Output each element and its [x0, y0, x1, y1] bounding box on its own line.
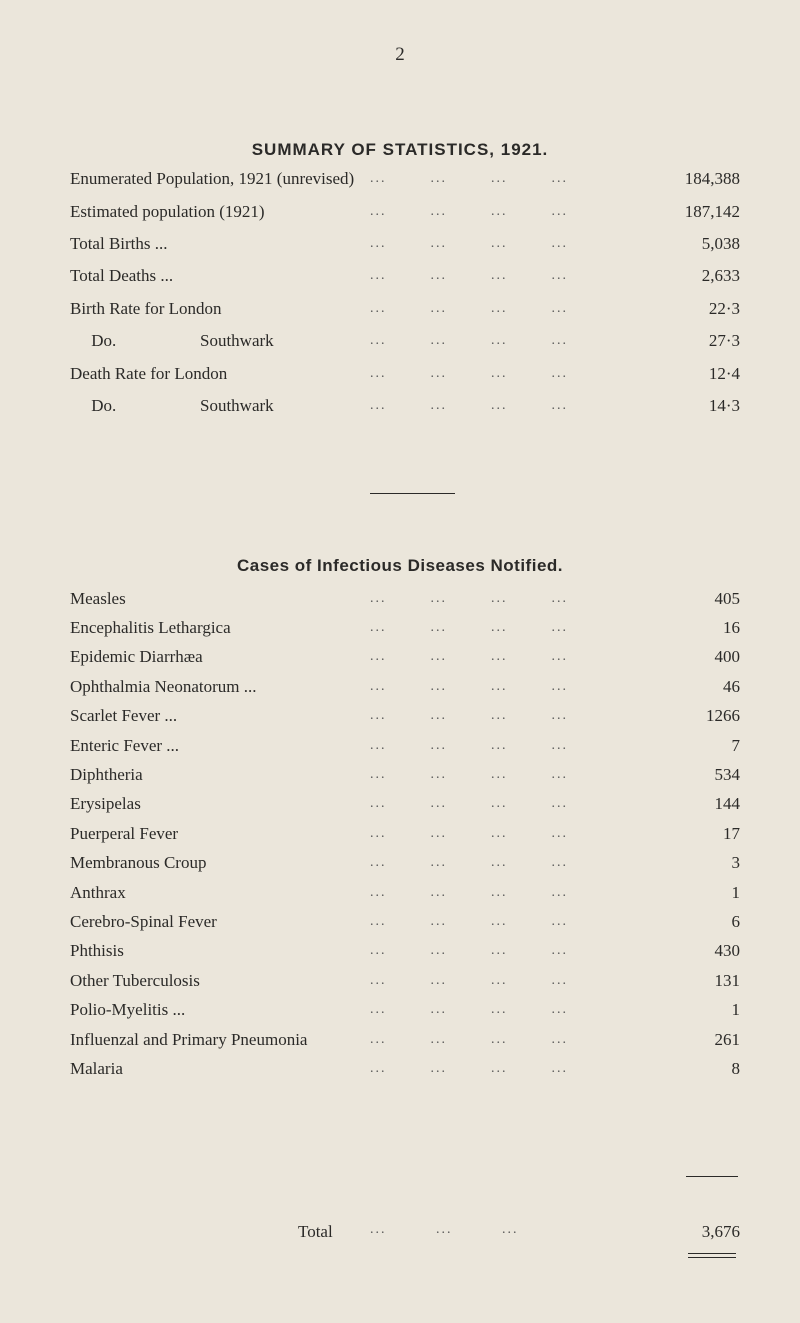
total-double-rule	[688, 1253, 736, 1258]
row-label: Polio-Myelitis ...	[70, 1000, 186, 1020]
row-value: 430	[714, 941, 740, 961]
summary-table	[70, 163, 740, 422]
leader-dots: ... ... ... ...	[370, 365, 568, 381]
table-row	[70, 260, 740, 292]
table-row	[70, 966, 740, 995]
total-label: Total	[298, 1222, 333, 1241]
table-row	[70, 672, 740, 701]
row-value: 6	[731, 911, 740, 931]
table-row	[70, 849, 740, 878]
row-label: Do.	[70, 395, 117, 415]
table-row	[70, 819, 740, 848]
row-value: 187,142	[684, 201, 740, 221]
row-label: Total Births ...	[70, 233, 168, 253]
summary-title: SUMMARY OF STATISTICS, 1921.	[251, 140, 549, 159]
leader-dots: ... ... ... ...	[370, 943, 568, 959]
row-value: 7	[731, 735, 740, 755]
leader-dots: ... ... ... ...	[370, 203, 568, 219]
row-value: 534	[714, 765, 740, 785]
row-value: 8	[731, 1058, 740, 1078]
row-value: 1266	[706, 706, 740, 726]
row-value: 3	[731, 853, 740, 873]
table-row	[70, 760, 740, 789]
leader-dots: ... ... ... ...	[370, 855, 568, 871]
row-label: Scarlet Fever ...	[70, 706, 178, 726]
row-value: 22·3	[708, 298, 740, 318]
section-divider	[370, 493, 455, 494]
row-label: Do.	[70, 331, 117, 351]
leader-dots: ... ... ... ...	[370, 649, 568, 665]
total-row	[70, 1222, 740, 1246]
leader-dots: ... ... ... ...	[370, 884, 568, 900]
page-number: 2	[395, 44, 405, 65]
table-row	[70, 390, 740, 422]
row-value: 144	[714, 794, 740, 814]
table-row	[70, 293, 740, 325]
row-label: Estimated population (1921)	[70, 201, 265, 221]
row-value: 5,038	[701, 233, 740, 253]
table-row	[70, 228, 740, 260]
diseases-table	[70, 584, 740, 1084]
row-label: Enteric Fever ...	[70, 735, 180, 755]
row-value: 27·3	[708, 331, 740, 351]
row-value: 184,388	[684, 169, 740, 189]
leader-dots: ... ... ... ...	[370, 268, 568, 284]
row-label: Enumerated Population, 1921 (unrevised)	[70, 169, 355, 189]
leader-dots: ... ... ... ...	[370, 235, 568, 251]
table-row	[70, 1054, 740, 1083]
row-label: Phthisis	[70, 941, 124, 961]
leader-dots: ... ... ... ...	[370, 1031, 568, 1047]
row-label: Puerperal Fever	[70, 823, 179, 843]
row-label: Anthrax	[70, 882, 126, 902]
row-label: Total Deaths ...	[70, 266, 174, 286]
leader-dots: ... ... ... ...	[370, 333, 568, 349]
leader-dots: ... ... ... ...	[370, 972, 568, 988]
row-value: 400	[714, 647, 740, 667]
row-value: 261	[714, 1029, 740, 1049]
leader-dots: ... ... ... ...	[370, 590, 568, 606]
table-row	[70, 995, 740, 1024]
row-value: 1	[731, 882, 740, 902]
leader-dots: ... ... ... ...	[370, 767, 568, 783]
table-row	[70, 357, 740, 389]
table-row	[70, 878, 740, 907]
row-value: 2,633	[701, 266, 740, 286]
row-label: Influenzal and Primary Pneumonia	[70, 1029, 308, 1049]
row-value: 405	[714, 588, 740, 608]
total-value: 3,676	[701, 1222, 740, 1241]
leader-dots: ... ... ... ...	[370, 913, 568, 929]
row-value: 12·4	[708, 363, 740, 383]
table-row	[70, 325, 740, 357]
row-label: Erysipelas	[70, 794, 141, 814]
leader-dots: ... ... ... ...	[370, 171, 568, 187]
row-value: 131	[714, 970, 740, 990]
total-rule	[686, 1176, 738, 1177]
row-value: 46	[723, 676, 740, 696]
leader-dots: ... ... ... ...	[370, 1002, 568, 1018]
table-row	[70, 163, 740, 195]
row-label: Epidemic Diarrhæa	[70, 647, 203, 667]
row-value: 14·3	[708, 395, 740, 415]
row-label: Death Rate for London	[70, 363, 228, 383]
table-row	[70, 702, 740, 731]
row-label: Birth Rate for London	[70, 298, 222, 318]
table-row	[70, 195, 740, 227]
row-label: Measles	[70, 588, 126, 608]
row-sublabel: Southwark	[200, 395, 274, 415]
row-label: Cerebro-Spinal Fever	[70, 911, 217, 931]
leader-dots: ... ... ... ...	[370, 620, 568, 636]
row-label: Malaria	[70, 1058, 123, 1078]
table-row	[70, 1025, 740, 1054]
leader-dots: ... ... ... ...	[370, 397, 568, 413]
leader-dots: ... ... ... ...	[370, 678, 568, 694]
leader-dots: ... ... ...	[370, 1222, 519, 1237]
leader-dots: ... ... ... ...	[370, 796, 568, 812]
table-row	[70, 937, 740, 966]
row-label: Membranous Croup	[70, 853, 207, 873]
row-value: 1	[731, 1000, 740, 1020]
row-label: Other Tuberculosis	[70, 970, 200, 990]
table-row	[70, 584, 740, 613]
row-value: 17	[723, 823, 740, 843]
leader-dots: ... ... ... ...	[370, 708, 568, 724]
table-row	[70, 731, 740, 760]
row-label: Encephalitis Lethargica	[70, 618, 231, 638]
row-sublabel: Southwark	[200, 331, 274, 351]
row-value: 16	[723, 618, 740, 638]
table-row	[70, 907, 740, 936]
leader-dots: ... ... ... ...	[370, 825, 568, 841]
leader-dots: ... ... ... ...	[370, 300, 568, 316]
diseases-title: Cases of Infectious Diseases Notified.	[236, 556, 564, 575]
row-label: Diphtheria	[70, 765, 143, 785]
table-row	[70, 643, 740, 672]
table-row	[70, 613, 740, 642]
table-row	[70, 790, 740, 819]
row-label: Ophthalmia Neonatorum ...	[70, 676, 257, 696]
leader-dots: ... ... ... ...	[370, 1060, 568, 1076]
leader-dots: ... ... ... ...	[370, 737, 568, 753]
